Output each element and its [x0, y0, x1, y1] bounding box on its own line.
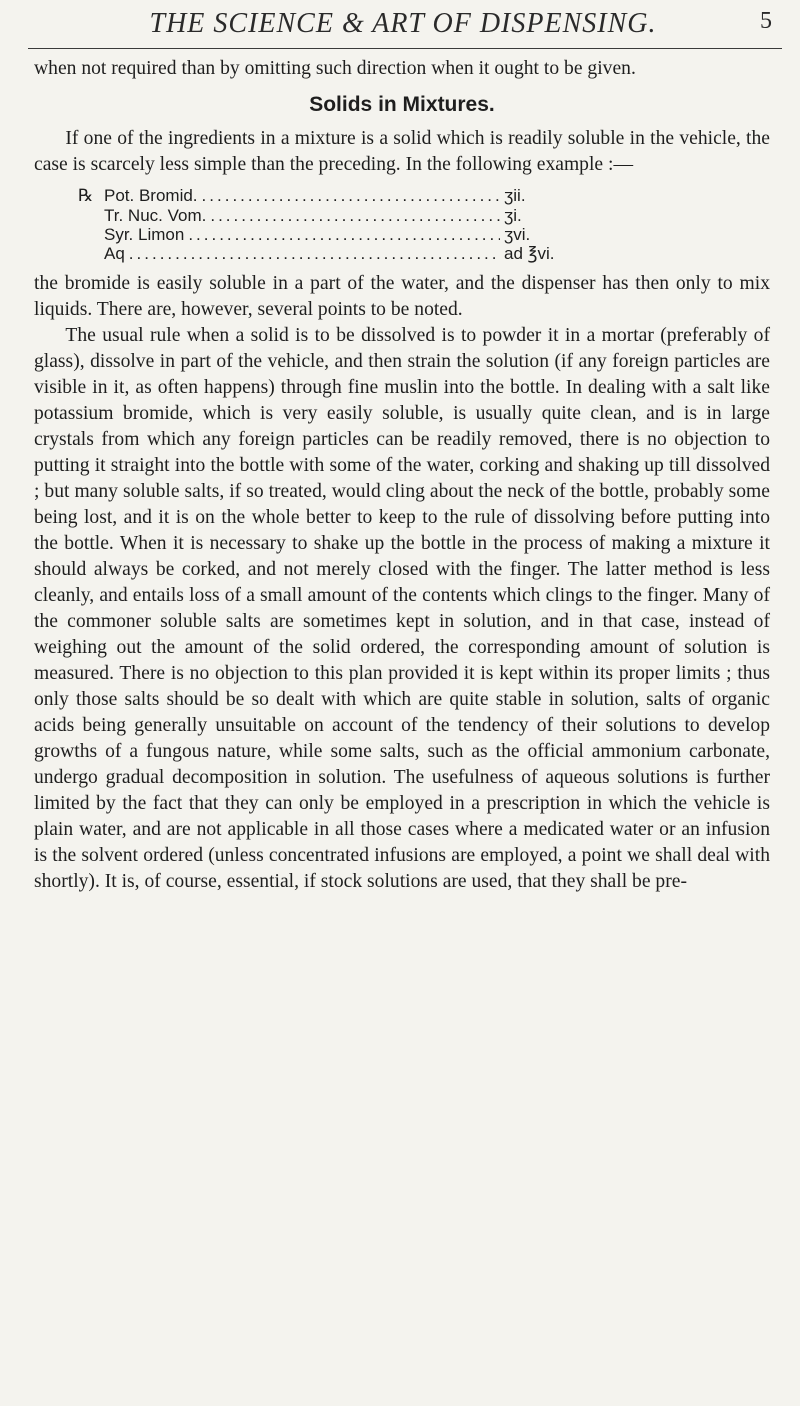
section-heading: Solids in Mixtures.	[309, 93, 495, 116]
ingredient-name: Pot. Bromid.	[104, 186, 198, 205]
leader-dots	[210, 206, 500, 225]
paragraph-main: The usual rule when a solid is to be dissolved is to powder it in a mortar (preferably of glass), dissolve in part of the vehicle, and then strain the solution (if any foreign particles are visible in it, as often happens) through fine muslin into the bottle. In dealing with a salt like potassium bromide, which is very easily soluble, is usually quite clean, and is in large crystals from which any foreign particles can be readily removed, there is no objection to putting it straight into the bottle with some of the water, corking and shaking up till dissolved ; but many soluble salts, if so treated, would cling about the neck of the bottle, probably some being lost, and it is on the whole better to keep to the rule of dissolving before putting into the bottle. When it is necessary to shake up the bottle in the process of making a mixture it should always be corked, and not merely closed with the finger. The latter method is less cleanly, and entails loss of a small amount of the contents which clings to the finger. Many of the commoner soluble salts are sometimes kept in solution, and in that case, instead of weighing out the amount of the solid ordered, the corresponding amount of solution is measured. There is no objection to this plan provided it is kept within its proper limits ; thus only those salts should be so dealt with which are quite stable in solution, salts of organic acids being generally unsuitable on account of the tendency of their solutions to develop growths of a fungous nature, while some salts, such as the official ammonium carbonate, undergo gradual decomposition in solution. The usefulness of aqueous solutions is further limited by the fact that they can only be employed in a prescription in which the vehicle is plain water, and are not applicable in all those cases where a medicated water or an infusion is the solvent ordered (unless concentrated infusions are employed, a point we shall deal with shortly). It is, of course, essential, if stock solutions are used, that they shall be pre-	[34, 325, 770, 892]
prescription	[34, 186, 770, 263]
ingredient-quantity: ʒvi.	[504, 225, 531, 244]
ingredient-quantity: ʒii.	[504, 186, 526, 205]
ingredient-name: Aq	[104, 244, 125, 263]
prescription-line	[104, 225, 564, 244]
body-text	[34, 56, 770, 895]
recipe-symbol-icon: ℞	[78, 186, 94, 206]
paragraph-after-recipe: the bromide is easily soluble in a part of the water, and the dispenser has then only to mix liquids. There are, however, several points to be noted.	[34, 273, 770, 320]
prescription-line	[104, 244, 564, 263]
running-title: THE SCIENCE & ART OF DISPENSING.	[149, 8, 657, 39]
paragraph-intro: If one of the ingredients in a mixture is a solid which is readily soluble in the vehicle, the case is scarcely less simple than the preceding. In the following example :—	[34, 128, 770, 175]
ingredient-name: Tr. Nuc. Vom.	[104, 206, 207, 225]
page-number: 5	[760, 8, 772, 34]
running-head	[30, 6, 776, 46]
ingredient-quantity: ʒi.	[504, 206, 522, 225]
prescription-line	[78, 186, 564, 206]
paragraph-continued: when not required than by omitting such direction when it ought to be given.	[34, 58, 636, 79]
prescription-line	[104, 206, 564, 225]
ingredient-quantity: ad ℥vi.	[504, 244, 555, 263]
leader-dots	[129, 244, 500, 263]
leader-dots	[202, 186, 500, 205]
header-rule	[28, 48, 782, 49]
ingredient-name: Syr. Limon	[104, 225, 185, 244]
leader-dots	[188, 225, 500, 244]
